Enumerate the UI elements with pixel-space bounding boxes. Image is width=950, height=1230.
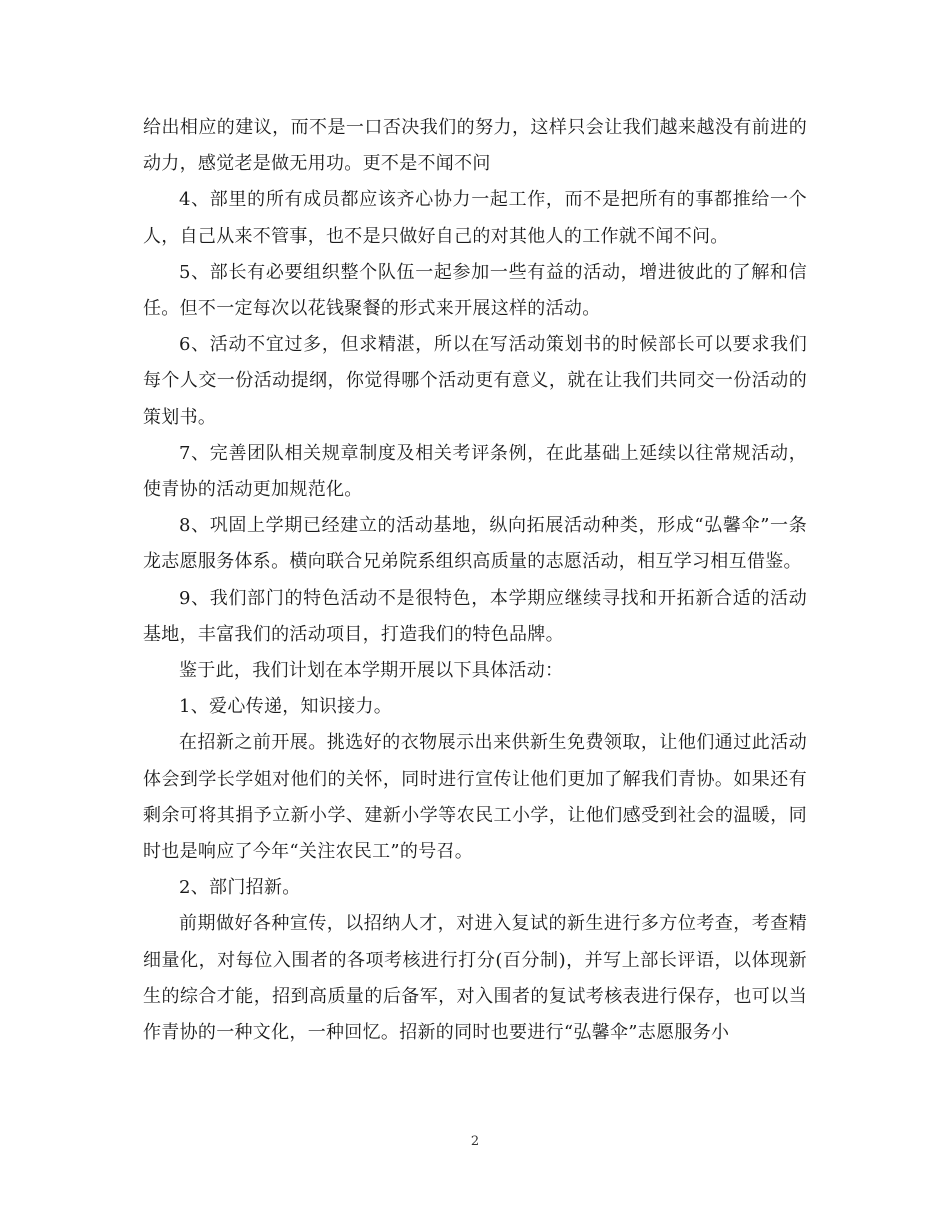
paragraph: 6、活动不宜过多，但求精湛，所以在写活动策划书的时候部长可以要求我们每个人交一份活动提纲，你觉得哪个活动更有意义，就在让我们共同交一份活动的策划书。	[143, 334, 807, 428]
paragraph: 5、部长有必要组织整个队伍一起参加一些有益的活动，增进彼此的了解和信任。但不一定每次以花钱聚餐的形式来开展这样的活动。	[143, 261, 807, 320]
paragraph: 前期做好各种宣传，以招纳人才，对进入复试的新生进行多方位考查，考查精细量化，对每位入围者的各项考核进行打分(百分制)，并写上部长评语，以体现新生的综合才能，招到高质量的后备军，对入围者的复试考核表进行保存，也可以当作青协的一种文化，一种回忆。招新的同时也要进行“弘馨伞”志愿服务小	[143, 913, 807, 1044]
paragraph: 鉴于此，我们计划在本学期开展以下具体活动：	[179, 660, 564, 682]
paragraph: 7、完善团队相关规章制度及相关考评条例，在此基础上延续以往常规活动，使青协的活动更加规范化。	[143, 442, 807, 501]
paragraph: 2、部门招新。	[179, 877, 301, 899]
document-body	[143, 110, 807, 1051]
paragraph: 1、爱心传递，知识接力。	[179, 696, 393, 718]
paragraph: 给出相应的建议，而不是一口否决我们的努力，这样只会让我们越来越没有前进的动力，感觉老是做无用功。更不是不闻不问	[143, 117, 807, 175]
paragraph: 4、部里的所有成员都应该齐心协力一起工作，而不是把所有的事都推给一个人，自己从来不管事，也不是只做好自己的对其他人的工作就不闻不问。	[143, 189, 807, 247]
paragraph: 8、巩固上学期已经建立的活动基地，纵向拓展活动种类，形成“弘馨伞”一条龙志愿服务体系。横向联合兄弟院系组织高质量的志愿活动，相互学习相互借鉴。	[143, 515, 807, 573]
page-number: 2	[470, 1134, 480, 1149]
paragraph: 9、我们部门的特色活动不是很特色，本学期应继续寻找和开拓新合适的活动基地，丰富我们的活动项目，打造我们的特色品牌。	[143, 587, 807, 645]
paragraph: 在招新之前开展。挑选好的衣物展示出来供新生免费领取，让他们通过此活动体会到学长学姐对他们的关怀，同时进行宣传让他们更加了解我们青协。如果还有剩余可将其捐予立新小学、建新小学等农民工小学，让他们感受到社会的温暖，同时也是响应了今年“关注农民工”的号召。	[143, 732, 807, 863]
